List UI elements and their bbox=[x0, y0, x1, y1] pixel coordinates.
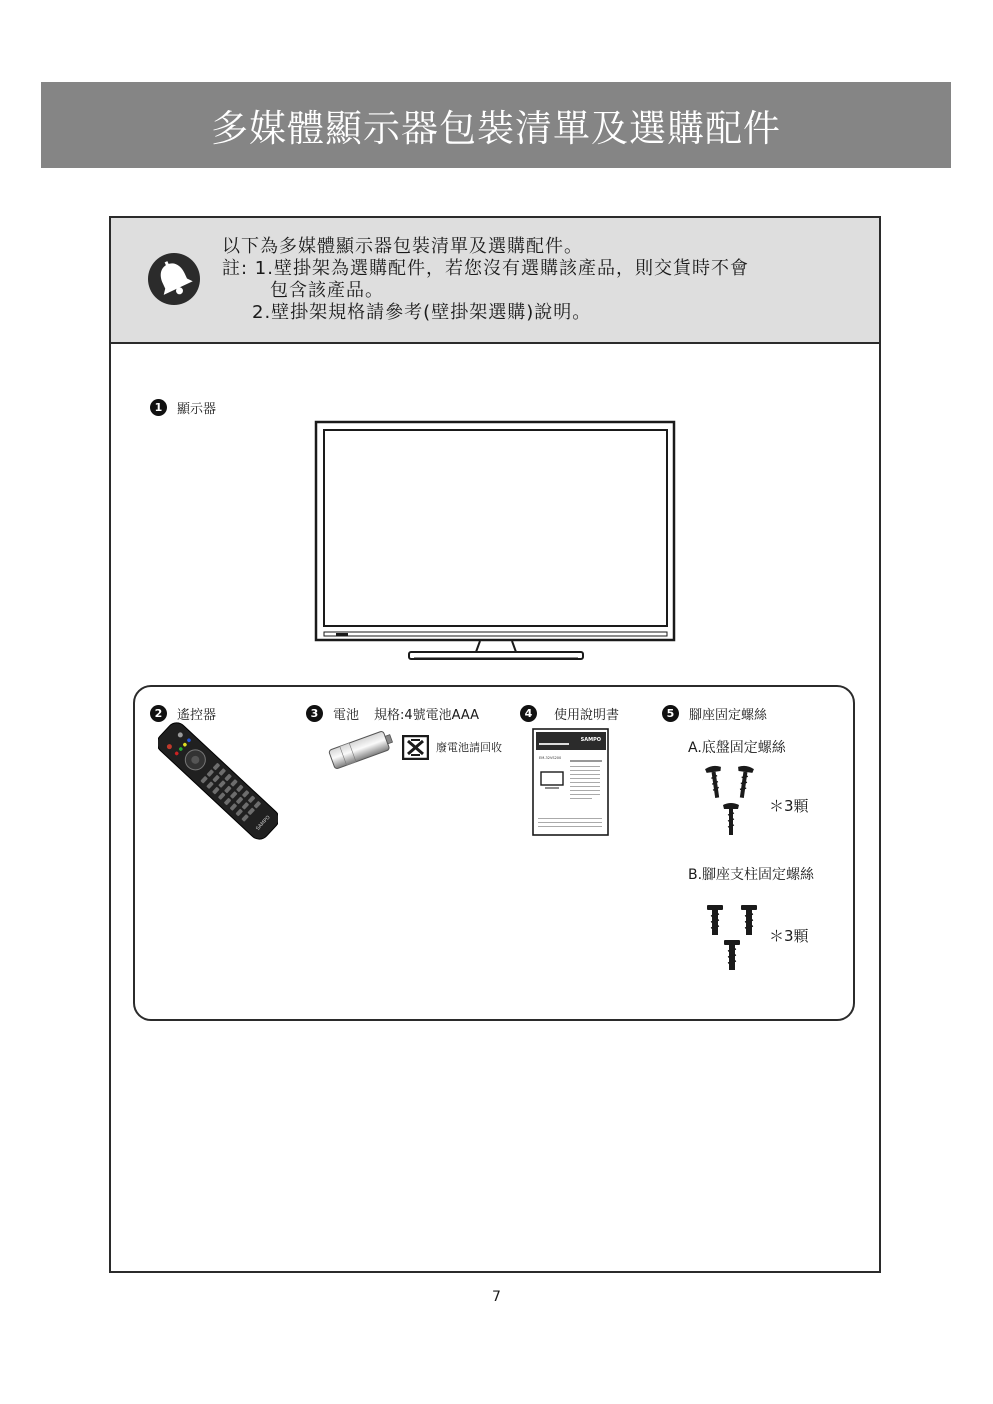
note-item-1: 註: 1.壁掛架為選購配件，若您沒有選購該產品，則交貨時不會 bbox=[222, 258, 749, 279]
item-number-badge: 2 bbox=[150, 705, 167, 722]
note-item-2: 2.壁掛架規格請參考(壁掛架選購)說明。 bbox=[252, 302, 592, 323]
manual-image bbox=[532, 728, 610, 838]
item-number-badge: 5 bbox=[662, 705, 679, 722]
item-screws-caption bbox=[662, 704, 767, 723]
item-battery-spec: 規格:4號電池AAA bbox=[374, 708, 480, 723]
page-title: 多媒體顯示器包裝清單及選購配件 bbox=[211, 107, 781, 150]
screw-set-a-image bbox=[696, 765, 766, 840]
remote-brand-text: SAMPO bbox=[255, 814, 272, 832]
item-display-label: 顯示器 bbox=[177, 402, 217, 417]
item-battery-caption bbox=[306, 704, 479, 723]
screws-a-quantity: ＊3顆 bbox=[769, 797, 809, 815]
item-manual-label: 使用說明書 bbox=[554, 708, 620, 723]
remote-control-image bbox=[158, 716, 278, 846]
manual-model-text: EM-32VS200 bbox=[539, 756, 562, 760]
note-item-1-cont: 包含該產品。 bbox=[270, 280, 384, 301]
item-number-badge: 3 bbox=[306, 705, 323, 722]
screw-set-b-image bbox=[700, 902, 770, 977]
item-screws-label: 腳座固定螺絲 bbox=[689, 708, 768, 723]
page-number: 7 bbox=[492, 1289, 501, 1305]
screws-b-quantity: ＊3顆 bbox=[769, 927, 809, 945]
item-manual-caption bbox=[520, 704, 619, 723]
note-text bbox=[222, 236, 749, 324]
bell-icon bbox=[147, 252, 201, 306]
item-remote-label: 遙控器 bbox=[177, 708, 217, 723]
battery-image bbox=[328, 724, 396, 774]
item-display-caption bbox=[150, 398, 216, 417]
item-battery-label: 電池 bbox=[333, 708, 360, 723]
note-panel bbox=[111, 218, 879, 344]
tv-illustration bbox=[314, 420, 678, 666]
recycle-icon bbox=[402, 735, 429, 760]
screws-b-label: B.腳座支柱固定螺絲 bbox=[688, 867, 815, 883]
item-number-badge: 1 bbox=[150, 399, 167, 416]
item-number-badge: 4 bbox=[520, 705, 537, 722]
screws-a-label: A.底盤固定螺絲 bbox=[688, 740, 786, 756]
note-intro: 以下為多媒體顯示器包裝清單及選購配件。 bbox=[222, 236, 583, 257]
recycle-text: 廢電池請回收 bbox=[436, 741, 502, 754]
manual-brand-text: SAMPO bbox=[580, 737, 601, 743]
header-band bbox=[41, 82, 951, 168]
